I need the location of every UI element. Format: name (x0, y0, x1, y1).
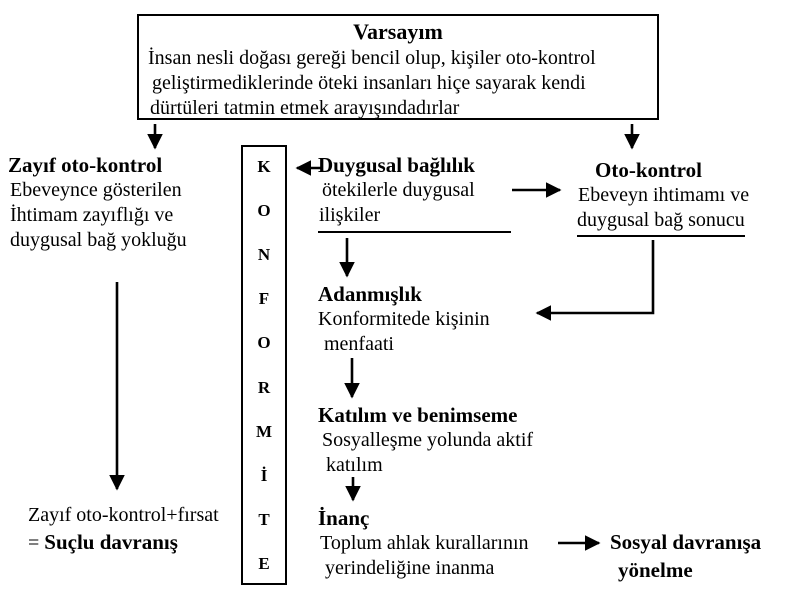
suclu-davranis-line-2 (28, 529, 219, 557)
konformite-letter: F (258, 289, 270, 309)
konformite-letter: O (257, 333, 271, 353)
duygusal-baglilik-line-1: ötekilerle duygusal (322, 179, 475, 201)
konformite-letter: O (257, 201, 271, 221)
arrow-oto-kontrol-to-adanmislik (537, 240, 653, 313)
iliskiler-underlined-text: ilişkiler (318, 203, 511, 233)
varsayim-box (137, 14, 659, 120)
konformite-letter: R (257, 377, 271, 397)
varsayim-line-3: dürtüleri tatmin etmek arayışındadırlar (150, 97, 460, 119)
katilim-line-2: katılım (326, 454, 383, 476)
zayif-oto-kontrol-block (8, 152, 187, 253)
adanmislik-line-1: Konformitede kişinin (318, 308, 490, 330)
duygusal-baglilik-line-2 (318, 203, 511, 233)
adanmislik-title: Adanmışlık (318, 282, 422, 306)
katilim-block (318, 402, 533, 478)
adanmislik-line-2: menfaati (324, 333, 394, 355)
sosyal-davranis-line-2: yönelme (618, 558, 693, 582)
duygusal-bag-sonucu-underlined-text: duygusal bağ sonucu (577, 208, 745, 237)
konformite-letter: T (258, 509, 270, 529)
varsayim-title: Varsayım (353, 19, 443, 44)
equals-sign: = (28, 532, 45, 554)
konformite-letter: K (257, 157, 271, 176)
oto-kontrol-line-1: Ebeveyn ihtimamı ve (578, 184, 750, 206)
duygusal-baglilik-title: Duygusal bağlılık (318, 153, 475, 177)
konformite-letter: E (258, 553, 270, 573)
sosyal-davranis-line-1: Sosyal davranışa (610, 530, 762, 554)
oto-kontrol-block (577, 157, 749, 237)
suclu-davranis-bold-text: Suçlu davranış (44, 530, 178, 554)
oto-kontrol-title: Oto-kontrol (595, 158, 702, 182)
inanc-line-2: yerindeliğine inanma (325, 557, 495, 579)
zayif-oto-kontrol-title: Zayıf oto-kontrol (8, 153, 163, 177)
adanmislik-block (318, 281, 490, 357)
katilim-line-1: Sosyalleşme yolunda aktif (322, 429, 534, 451)
konformite-letter: M (255, 421, 273, 441)
inanc-block (318, 505, 529, 581)
varsayim-line-1: İnsan nesli doğası gereği bencil olup, kişiler oto-kontrol (148, 47, 596, 69)
sosyal-davranis-block (610, 528, 761, 584)
oto-kontrol-line-2 (577, 208, 749, 237)
zayif-oto-kontrol-line-2: İhtimam zayıflığı ve (10, 204, 174, 226)
konformite-letter: İ (260, 465, 268, 485)
konformite-letter: N (257, 245, 271, 265)
zayif-oto-kontrol-line-1: Ebeveynce gösterilen (10, 179, 182, 201)
varsayim-line-2: geliştirmediklerinde öteki insanları hiçe sayarak kendi (152, 72, 586, 94)
inanc-line-1: Toplum ahlak kurallarının (320, 532, 529, 554)
suclu-davranis-line-1: Zayıf oto-kontrol+fırsat (28, 504, 219, 526)
katilim-title: Katılım ve benimseme (318, 403, 518, 427)
konformite-box (241, 145, 287, 585)
suclu-davranis-block (28, 502, 219, 557)
zayif-oto-kontrol-line-3: duygusal bağ yokluğu (10, 229, 187, 251)
inanc-title: İnanç (318, 506, 370, 530)
duygusal-baglilik-block (318, 152, 511, 233)
